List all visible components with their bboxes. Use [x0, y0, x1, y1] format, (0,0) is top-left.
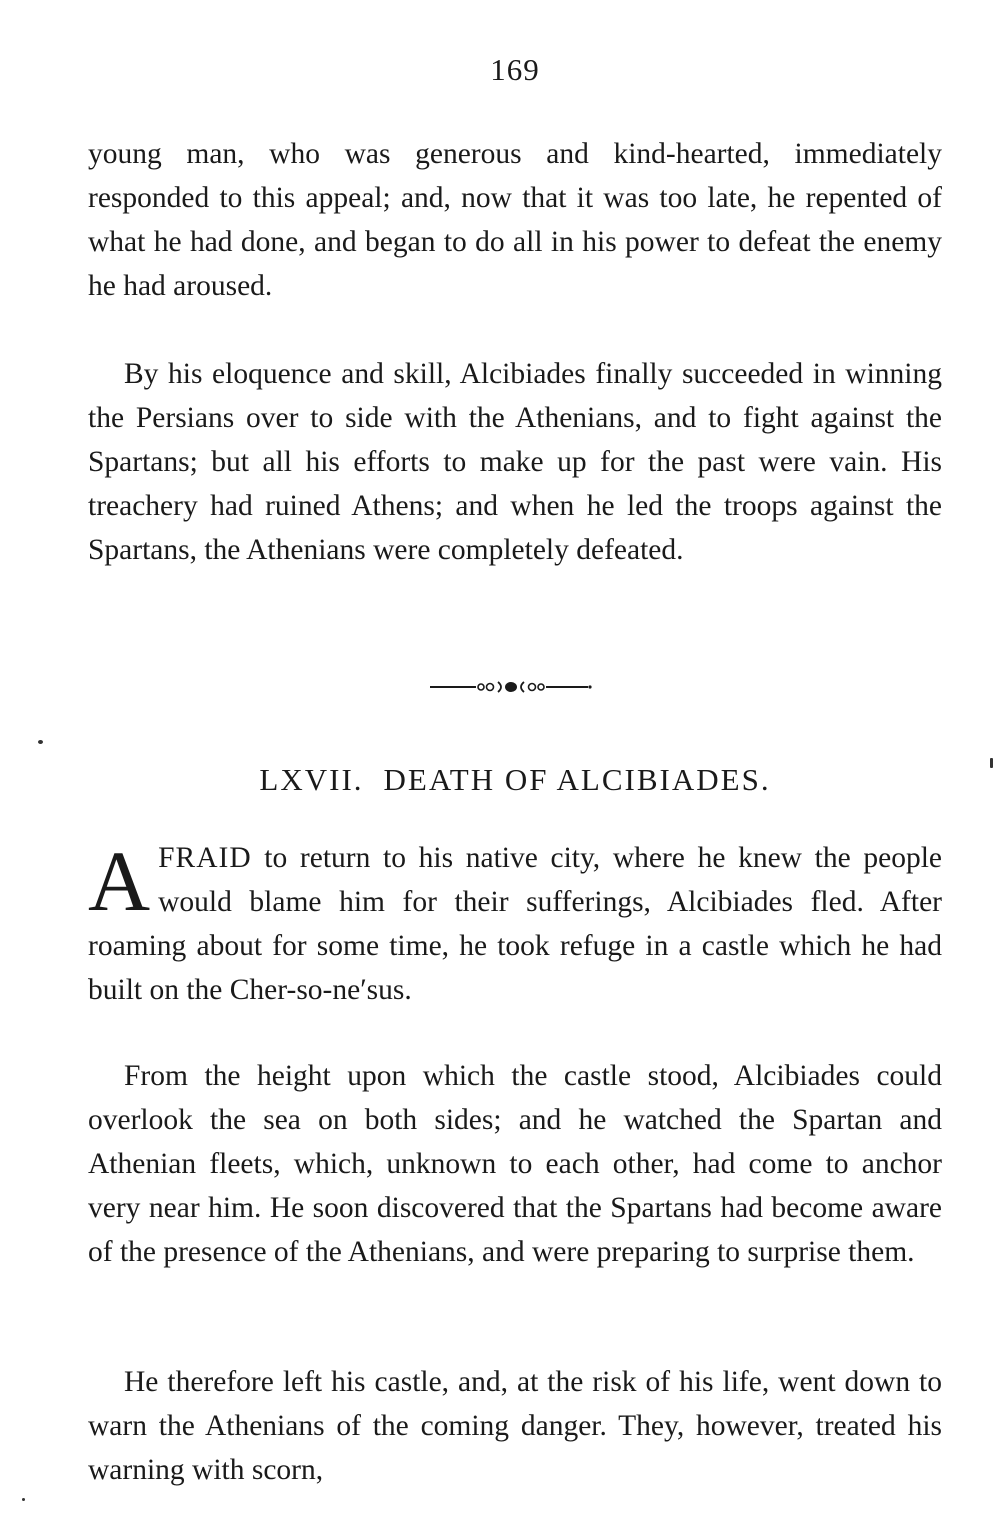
paragraph-continuation: young man, who was generous and kind-hearted, immediately responded to this appeal; and, now that it was too late, he repented of what he had done, and began to do all in his power to defeat the enemy he had aroused.	[88, 138, 942, 302]
paragraph-text: to return to his native city, where he knew the people would blame him for their sufferings, Alcibiades fled. After roaming about for some time, he took refuge in a castle which he had built on the Cher-so-ne′sus.	[88, 842, 942, 1006]
paragraph-castle-height: From the height upon which the castle stood, Alcibiades could overlook the sea on both sides; and he watched the Spartan and Athenian fleets, which, unknown to each other, had come to anchor very near him. He soon discovered that the Spartans had become aware of the presence of the Athenians, and were preparing to surprise them.	[88, 1060, 942, 1268]
page-number: 169	[490, 52, 540, 87]
page-speck	[38, 740, 43, 744]
drop-cap-letter: A	[88, 833, 151, 929]
opening-small-caps: FRAID	[158, 842, 252, 874]
chapter-title: DEATH OF ALCIBIADES.	[383, 762, 771, 797]
paragraph-warning: He therefore left his castle, and, at the risk of his life, went down to warn the Athenians of the coming danger. They, however, treated his warning with scorn,	[88, 1366, 942, 1486]
page-speck	[990, 758, 993, 768]
section-divider-ornament	[430, 676, 592, 698]
chapter-heading	[88, 758, 942, 802]
paragraph-alcibiades-eloquence: By his eloquence and skill, Alcibiades finally succeeded in winning the Persians over to side with the Athenians, and to fight against the Spartans; but all his efforts to make up for the past were vain. His treachery had ruined Athens; and when he led the troops against the Spartans, the Athenians were completely defeated.	[88, 358, 942, 566]
page-speck	[22, 1498, 25, 1501]
paragraph-afraid-to-return	[88, 833, 942, 1012]
book-page	[88, 0, 942, 1524]
chapter-numeral: LXVII.	[259, 762, 364, 797]
